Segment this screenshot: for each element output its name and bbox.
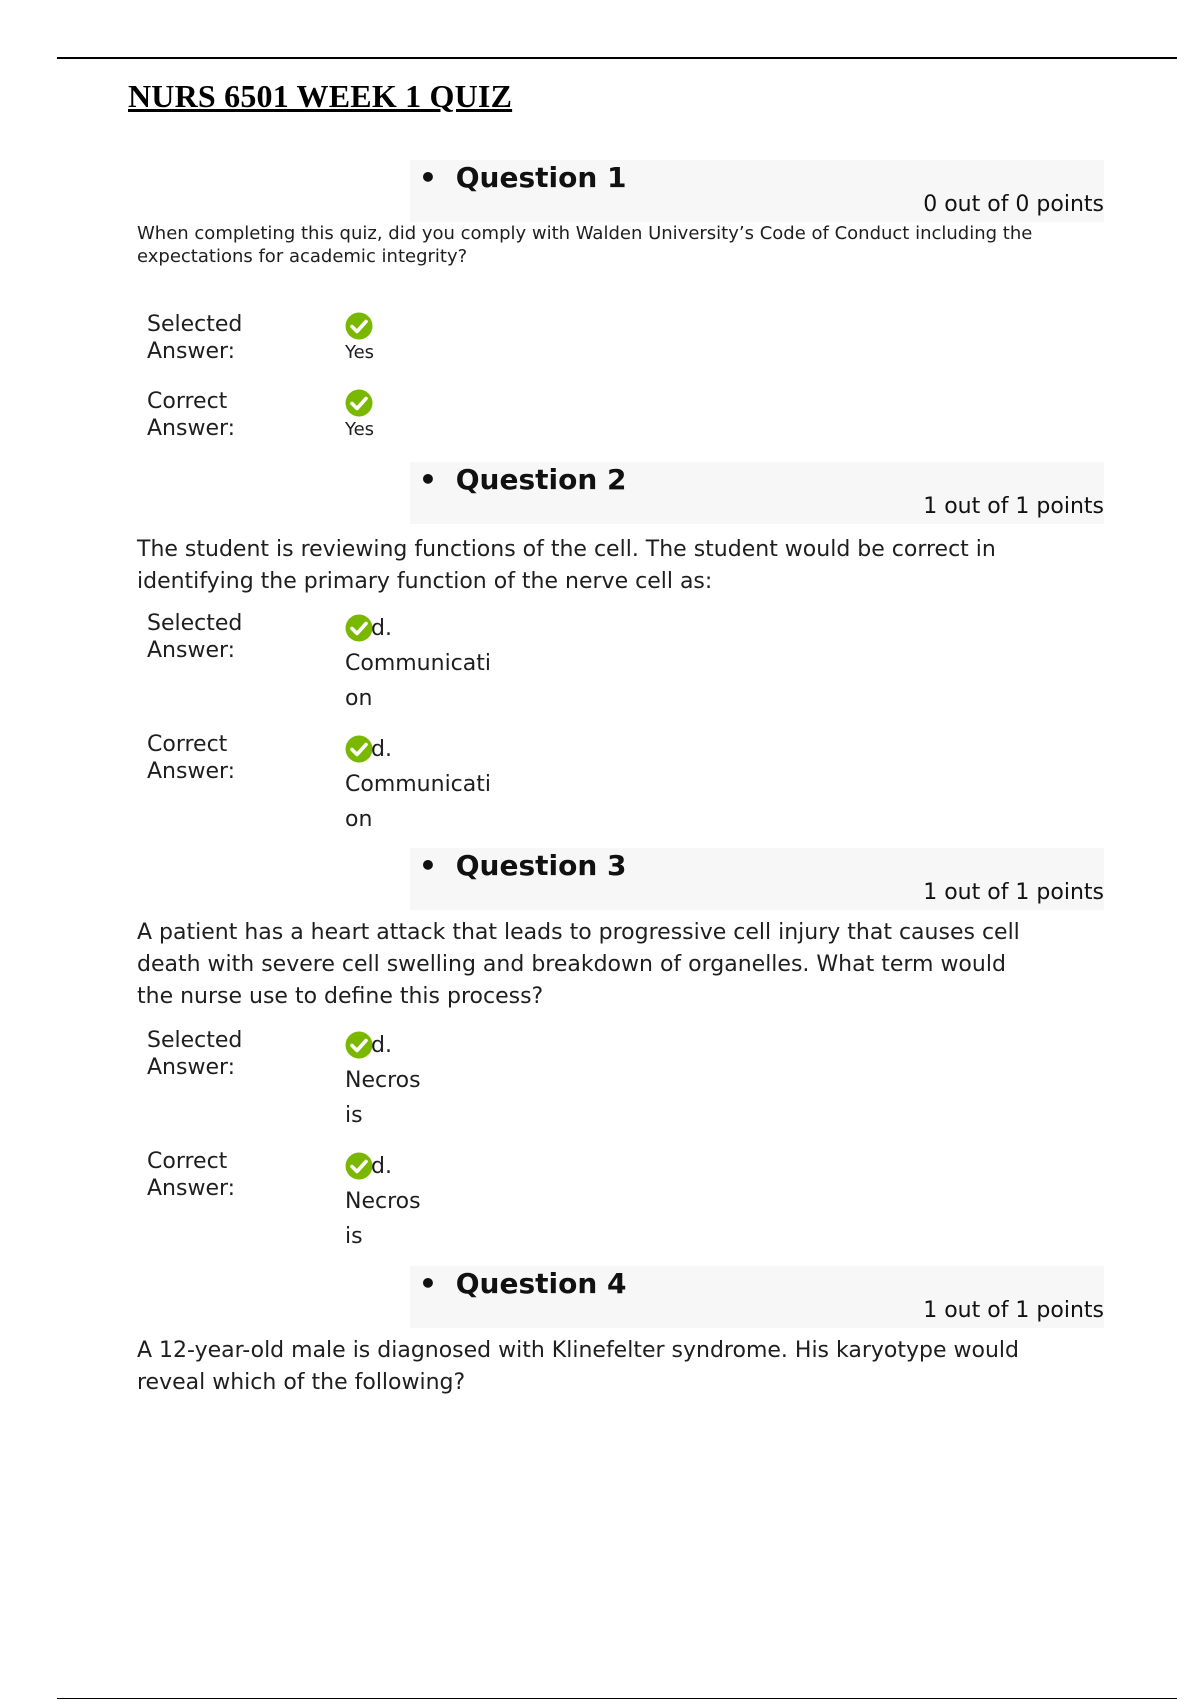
selected-answer-value: Yes [345, 342, 375, 363]
bottom-rule [57, 1698, 1177, 1699]
question-2-header [410, 462, 1104, 524]
check-circle-icon [345, 1152, 373, 1180]
answer-text-line: on [345, 806, 373, 832]
question-4-points: 1 out of 1 points [923, 1298, 1104, 1323]
answer-letter: d. [371, 1153, 392, 1179]
answer-letter: d. [371, 736, 392, 762]
question-1-correct-label: Correct Answer: [147, 389, 236, 441]
answer-text-line: Communicati [345, 771, 491, 797]
question-2-selected-answer [345, 610, 515, 716]
answer-text-line: Necros [345, 1067, 421, 1093]
bullet: • [419, 1267, 437, 1300]
question-2-title-row [410, 462, 627, 498]
question-1-points: 0 out of 0 points [923, 192, 1104, 217]
question-3-title-row [410, 848, 627, 884]
question-1-correct-answer [345, 389, 515, 441]
question-4-header [410, 1266, 1104, 1328]
question-3-selected-label: Selected Answer: [147, 1028, 243, 1080]
question-2-text: The student is reviewing functions of the cell. The student would be correct in identifying the primary function of the nerve cell as: [137, 537, 996, 594]
question-3-points: 1 out of 1 points [923, 880, 1104, 905]
bullet: • [419, 849, 437, 882]
question-4-title: Question 4 [455, 1267, 627, 1300]
question-4-title-row [410, 1266, 627, 1302]
question-1-text: When completing this quiz, did you comply with Walden University’s Code of Conduct including the expectations for academic integrity? [137, 223, 1033, 267]
answer-letter: d. [371, 615, 392, 641]
bullet: • [419, 161, 437, 194]
document-title: NURS 6501 WEEK 1 QUIZ [128, 78, 513, 114]
question-3-correct-label: Correct Answer: [147, 1149, 236, 1201]
question-2-correct-label: Correct Answer: [147, 732, 236, 784]
check-circle-icon [345, 735, 373, 763]
top-rule [57, 57, 1177, 59]
check-circle-icon [345, 1031, 373, 1059]
question-3-title: Question 3 [455, 849, 627, 882]
question-1-title: Question 1 [455, 161, 627, 194]
question-1-header [410, 160, 1104, 222]
question-3-selected-answer [345, 1027, 515, 1133]
question-3-header [410, 848, 1104, 910]
answer-text-line: Communicati [345, 650, 491, 676]
check-circle-icon [345, 312, 373, 340]
question-4-text: A 12-year-old male is diagnosed with Klinefelter syndrome. His karyotype would reveal which of the following? [137, 1338, 1019, 1395]
answer-text-line: Necros [345, 1188, 421, 1214]
bullet: • [419, 463, 437, 496]
check-circle-icon [345, 389, 373, 417]
question-3-text: A patient has a heart attack that leads to progressive cell injury that causes cell death with severe cell swelling and breakdown of organelles. What term would the nurse use to define this process? [137, 920, 1020, 1009]
question-2-points: 1 out of 1 points [923, 494, 1104, 519]
answer-text-line: on [345, 685, 373, 711]
answer-text-line: is [345, 1223, 363, 1249]
question-2-title: Question 2 [455, 463, 627, 496]
correct-answer-value: Yes [345, 419, 375, 440]
question-1-selected-answer [345, 312, 515, 364]
question-1-selected-label: Selected Answer: [147, 312, 243, 364]
question-3-correct-answer [345, 1148, 515, 1254]
question-2-selected-label: Selected Answer: [147, 611, 243, 663]
question-2-correct-answer [345, 731, 515, 837]
check-circle-icon [345, 614, 373, 642]
answer-text-line: is [345, 1102, 363, 1128]
answer-letter: d. [371, 1032, 392, 1058]
question-1-title-row [410, 160, 627, 196]
